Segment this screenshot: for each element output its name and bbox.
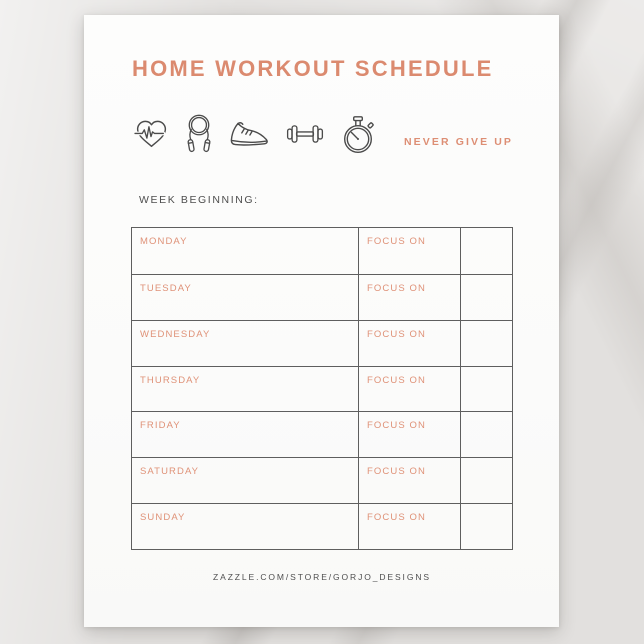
day-label: SUNDAY xyxy=(140,512,186,524)
table-row-thursday xyxy=(132,366,512,412)
day-label: THURSDAY xyxy=(140,374,201,386)
focus-on-label: FOCUS ON xyxy=(358,228,460,274)
day-label: SATURDAY xyxy=(140,466,200,478)
page-title: HOME WORKOUT SCHEDULE xyxy=(132,56,494,81)
checkbox-cell xyxy=(460,321,512,366)
focus-on-label: FOCUS ON xyxy=(358,321,460,366)
checkbox-cell xyxy=(460,275,512,320)
store-url-text: ZAZZLE.COM/STORE/GORJO_DESIGNS xyxy=(213,572,431,582)
day-label: MONDAY xyxy=(140,236,188,247)
motto-text: NEVER GIVE UP xyxy=(404,136,513,148)
stopwatch-icon xyxy=(338,112,378,156)
checkbox-cell xyxy=(460,458,512,503)
checkbox-cell xyxy=(460,504,512,549)
checkbox-cell xyxy=(460,228,512,274)
checkbox-cell xyxy=(460,412,512,457)
fitness-icons-row xyxy=(133,111,513,157)
table-row-saturday xyxy=(132,457,512,503)
letterhead-paper xyxy=(84,15,559,627)
jump-rope-icon xyxy=(182,112,216,156)
dumbbell-icon xyxy=(284,122,326,146)
table-row-wednesday xyxy=(132,320,512,366)
day-label: WEDNESDAY xyxy=(140,328,211,340)
week-beginning-label: WEEK BEGINNING: xyxy=(139,194,259,206)
focus-on-label: FOCUS ON xyxy=(358,367,460,412)
focus-on-label: FOCUS ON xyxy=(358,458,460,503)
table-row-friday xyxy=(132,411,512,457)
table-row-monday xyxy=(132,228,512,274)
table-row-tuesday xyxy=(132,274,512,320)
focus-on-label: FOCUS ON xyxy=(358,275,460,320)
day-label: FRIDAY xyxy=(140,420,181,432)
focus-on-label: FOCUS ON xyxy=(358,504,460,549)
day-label: TUESDAY xyxy=(140,282,192,294)
checkbox-cell xyxy=(460,367,512,412)
focus-on-label: FOCUS ON xyxy=(358,412,460,457)
heart-pulse-icon xyxy=(133,116,170,153)
table-row-sunday xyxy=(132,503,512,549)
workout-schedule-table xyxy=(131,227,513,550)
running-shoe-icon xyxy=(228,114,272,154)
